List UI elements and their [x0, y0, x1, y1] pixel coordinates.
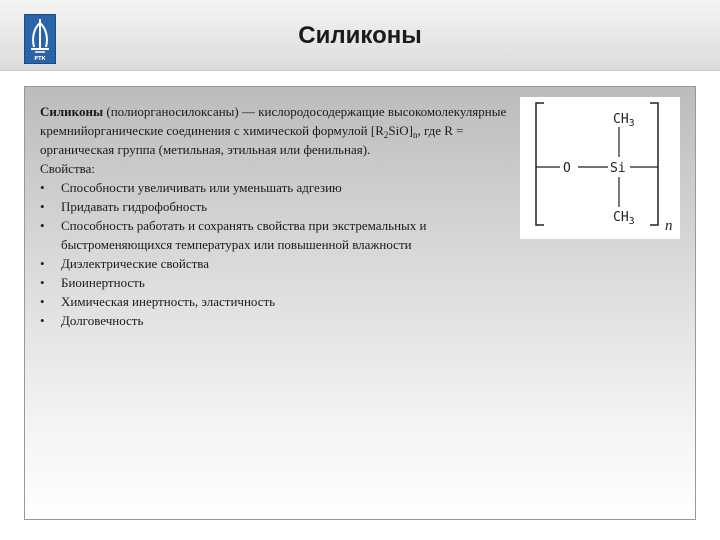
definition-text-3: , где R = органическая группа (метильная, этильная или фенильная). [40, 123, 464, 157]
logo-text: РТК [34, 56, 46, 62]
oxygen-atom: O [563, 161, 571, 176]
property-item: • Биоинертность [40, 273, 520, 292]
definition-paragraph [40, 102, 520, 159]
right-bracket [650, 103, 658, 225]
definition-term: Силиконы [40, 104, 104, 119]
definition-text-1: (полиорганосилоксаны) — кислородосодержащие высокомолекулярные кремнийорганические соединения с химической формулой [R [40, 104, 507, 138]
content-text [40, 102, 520, 330]
bottom-methyl: $CH_3$ [613, 210, 635, 227]
header-bar [0, 0, 720, 71]
silicon-atom: Si [610, 161, 626, 176]
property-item: • Способность работать и сохранять свойства при экстремальных и быстроменяющихся температурах или повышенной влажности [40, 216, 520, 254]
property-item: • Долговечность [40, 311, 520, 330]
definition-sub-r: 2 [383, 130, 389, 140]
property-item: • Диэлектрические свойства [40, 254, 520, 273]
definition-sub-n: n [412, 130, 418, 140]
left-bracket [536, 103, 544, 225]
definition-text-2: SiO] [388, 123, 413, 138]
page-title: Силиконы [298, 22, 422, 49]
structural-formula [520, 97, 680, 239]
property-item: • Способности увеличивать или уменьшать адгезию [40, 178, 520, 197]
formula-diagram [520, 97, 680, 239]
top-methyl: $CH_3$ [613, 112, 635, 129]
properties-list [40, 178, 520, 330]
property-item: • Химическая инертность, эластичность [40, 292, 520, 311]
property-item: • Придавать гидрофобность [40, 197, 520, 216]
properties-heading: Свойства: [40, 161, 95, 176]
repeat-index: n [665, 218, 673, 234]
